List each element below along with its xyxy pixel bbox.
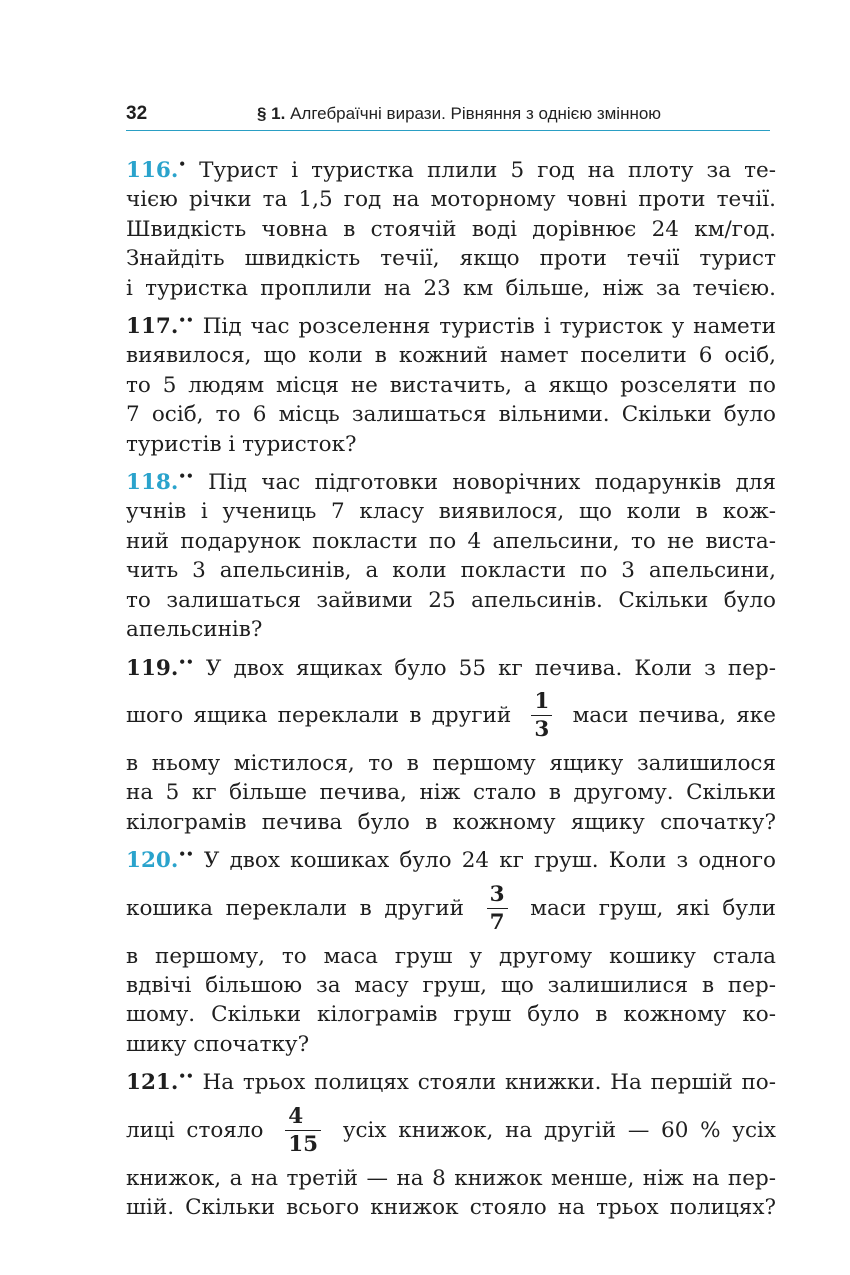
fraction [531, 688, 552, 743]
problem-text: апельсинів? [126, 617, 263, 643]
problem-119 [126, 648, 776, 838]
difficulty-mark: •• [178, 469, 194, 484]
problem-text: чить 3 апельсинів, а коли покласти по 3 апельсини, [126, 558, 776, 584]
problem-text: чією річки та 1,5 год на моторному човні проти течії. [126, 187, 776, 213]
problem-number: 117. [126, 314, 179, 340]
problem-text: книжок, а на третій — на 8 книжок менше, ніж на пер- [126, 1165, 776, 1191]
problem-116 [126, 150, 776, 303]
problem-text: туристів і туристок? [126, 431, 357, 457]
difficulty-mark: • [178, 157, 187, 171]
problem-number: 121. [126, 1070, 179, 1096]
running-title [257, 104, 661, 124]
section-title: Алгебраїчні вирази. Рівняння з однією змінною [290, 104, 662, 123]
fraction-denominator: 3 [534, 717, 550, 743]
problem-text: Під час підготовки новорічних подарунків для [208, 470, 776, 496]
difficulty-mark: •• [178, 1069, 194, 1084]
problem-text: Під час розселення туристів і туристок у намети [202, 314, 776, 340]
problem-text: кілограмів печива було в кожному ящику спочатку? [126, 809, 776, 835]
fraction-denominator: 7 [489, 910, 505, 936]
problem-117 [126, 306, 776, 459]
problem-text: У двох ящиках було 55 кг печива. Коли з пер- [205, 655, 776, 681]
problem-text: лиці стояло [126, 1117, 264, 1143]
problem-text: то 5 людям місця не вистачить, а якщо розселяти по [126, 372, 776, 398]
fraction [487, 881, 508, 936]
problem-text: На трьох полицях стояли книжки. На першій по- [202, 1070, 776, 1096]
difficulty-mark: •• [178, 654, 194, 669]
fraction-denominator: 15 [288, 1132, 319, 1158]
problem-120 [126, 840, 776, 1059]
problem-number: 116. [126, 158, 179, 183]
problem-text: шій. Скільки всього книжок стояло на трьох полицях? [126, 1194, 776, 1220]
problem-text: 7 осіб, то 6 місць залишаться вільними. Скільки було [126, 402, 776, 428]
problem-text: Швидкість човна в стоячій воді дорівнює 24 км/год. [126, 216, 776, 242]
problem-number: 119. [126, 655, 179, 681]
fraction-numerator: 4 [285, 1103, 321, 1131]
problem-text: шику спочатку? [126, 1031, 310, 1057]
problem-text: виявилося, що коли в кожний намет поселити 6 осіб, [126, 343, 776, 369]
problem-text: ний подарунок покласти по 4 апельсини, то не виста- [126, 528, 776, 554]
problem-text: шому. Скільки кілограмів груш було в кожному ко- [126, 1002, 776, 1028]
problem-text: учнів і учениць 7 класу виявилося, що коли в кож- [126, 499, 776, 525]
problem-text: то залишаться зайвими 25 апельсинів. Скільки було [126, 587, 776, 613]
problem-text: вдвічі більшою за масу груш, що залишилися в пер- [126, 972, 776, 998]
problem-118 [126, 462, 776, 644]
problem-text: кошика переклали в другий [126, 895, 464, 921]
problem-text: маси печива, яке [572, 702, 776, 728]
problem-text: маси груш, які були [530, 895, 776, 921]
fraction-numerator: 3 [487, 881, 508, 909]
problem-text: і туристка проплили на 23 км більше, ніж за течією. [126, 275, 776, 301]
problem-number: 118. [126, 470, 179, 496]
page-header [126, 100, 770, 131]
fraction [285, 1103, 321, 1158]
problem-number: 120. [126, 848, 179, 874]
problem-text: на 5 кг більше печива, ніж стало в другому. Скільки [126, 780, 776, 806]
problems-list [126, 150, 776, 1225]
fraction-numerator: 1 [531, 688, 552, 716]
problem-text: в першому, то маса груш у другому кошику стала [126, 943, 776, 969]
problem-121 [126, 1062, 776, 1222]
problem-text: У двох кошиках було 24 кг груш. Коли з одного [203, 848, 776, 874]
difficulty-mark: •• [178, 313, 194, 328]
section-number: § 1. [257, 104, 286, 123]
difficulty-mark: •• [178, 847, 194, 862]
problem-text: Знайдіть швидкість течії, якщо проти течії турист [126, 246, 776, 272]
page-number: 32 [126, 103, 148, 124]
problem-text: шого ящика переклали в другий [126, 702, 512, 728]
problem-text: Турист і туристка плили 5 год на плоту за те- [199, 158, 776, 183]
problem-text: усіх книжок, на другій — 60 % усіх [342, 1117, 776, 1143]
problem-text: в ньому містилося, то в першому ящику залишилося [126, 750, 776, 776]
